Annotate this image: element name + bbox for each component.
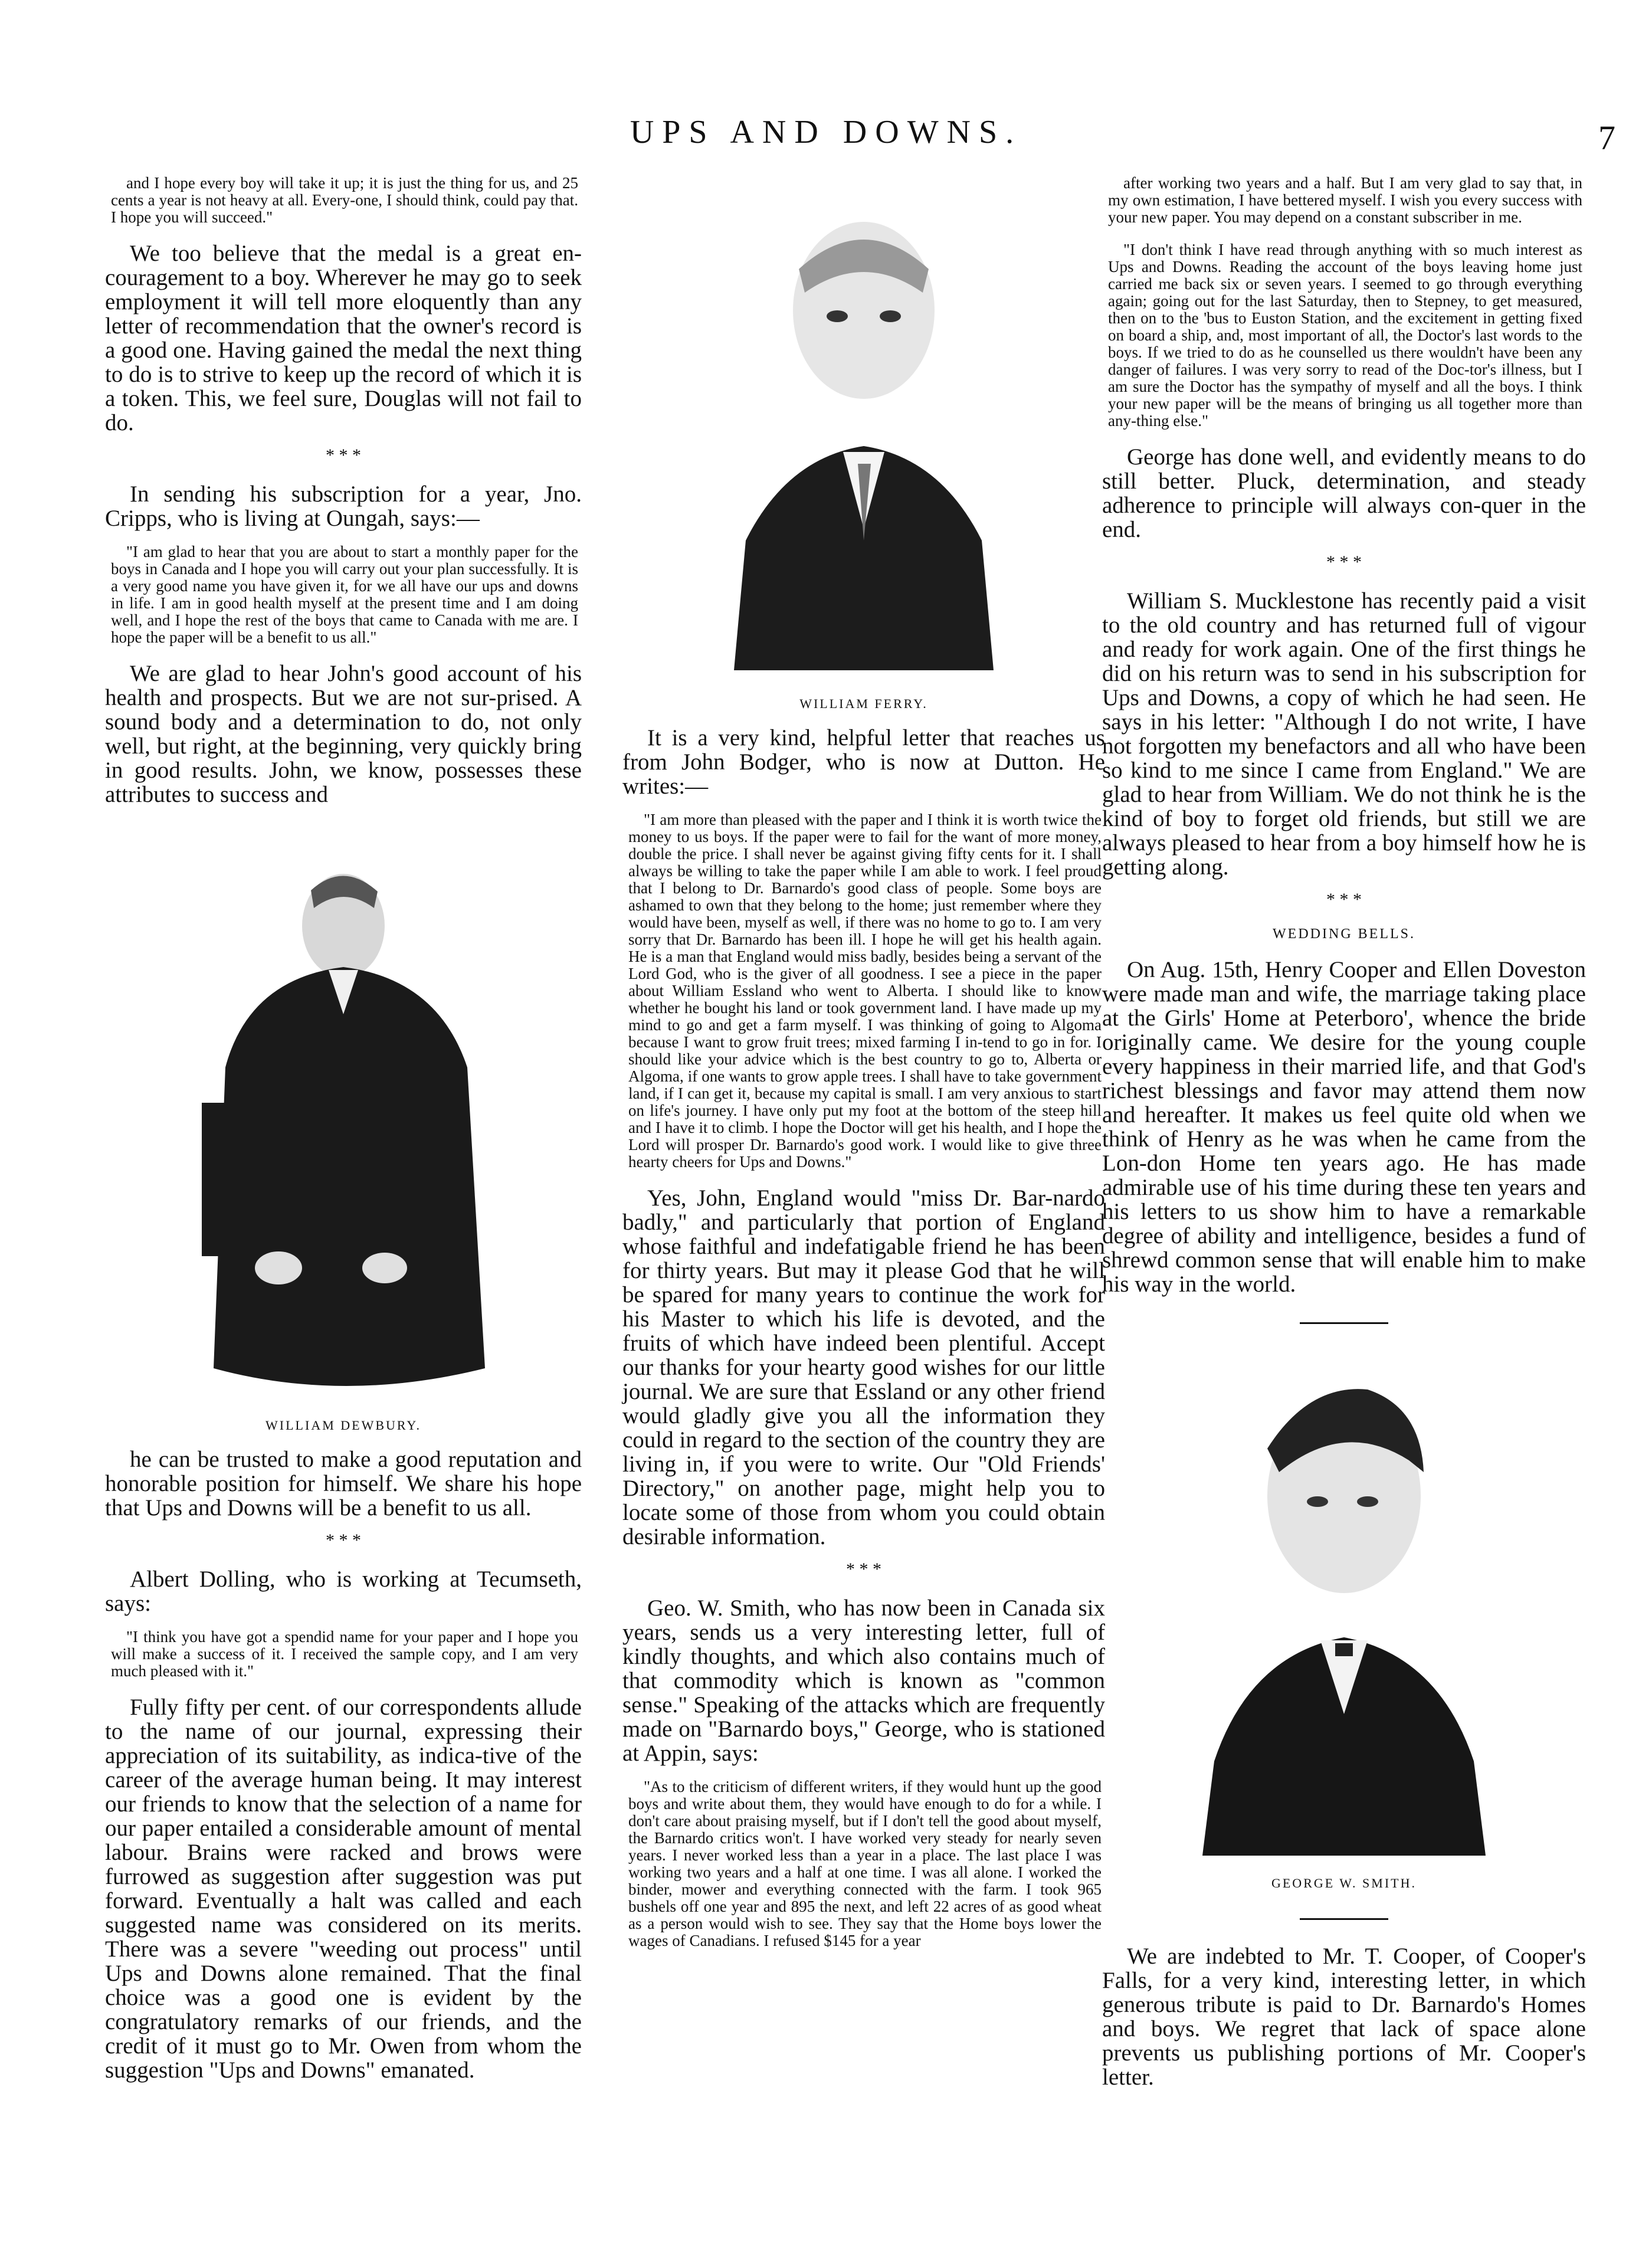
paragraph: Geo. W. Smith, who has now been in Canada six years, sends us a very interesting letter, full of kindly thoughts, and which also contains much of that commodity which is known as "common sense." Speaking of the attacks which are frequently made on "Barnardo boys," George, who is stationed at Appin, says:: [622, 1595, 1105, 1766]
paragraph: On Aug. 15th, Henry Cooper and Ellen Doveston were made man and wife, the marriage taking place at the Girls' Home at Peterboro', whence the bride originally came. We desire for the young couple every happiness in their married life, and that God's richest blessings and favor may attend them now and hereafter. It makes us feel quite old when we think of Henry as he was when he came from the Lon-don Home ten years ago. He has made admirable use of his time during these ten years and his letters to us show him to have a remarkable degree of ability and intelligence, besides a fund of shrewd common sense that will enable him to make his way in the world.: [1102, 957, 1586, 1297]
portrait-photo-william-ferry: [716, 175, 1011, 688]
paragraph: We are glad to hear John's good account of his health and prospects. But we are not sur-prised. A sound body and a determination to do, not only well, but right, at the beginning, very quickly bring in good results. John, we know, possesses these attributes to success and: [105, 661, 582, 807]
letter-quote: "As to the criticism of different writers, if they would hunt up the good boys and write about them, they would have enough to do for a while. I don't care about praising myself, but if I don't tell the good about myself, the Barnardo critics won't. I have worked very steady for nearly seven years. I never worked less than a year in a place. The last place I was working two years and a half at one time. I was all alone. I worked the binder, mower and everything connected with the farm. I took 965 bushels off one year and 895 the next, and left 22 acres of as good wheat as a person would wish to see. They say that the Home boys lower the wages of Canadians. I refused $145 for a year: [628, 1778, 1102, 1949]
portrait-photo-george-w-smith: [1191, 1348, 1497, 1867]
letter-quote: "I don't think I have read through anything with so much interest as Ups and Downs. Reading the account of the boys leaving home just carried me back six or seven years. I seemed to go through everything again; going out for the last Saturday, then to Stepney, to get measured, then on to the 'bus to Euston Station, and the excitement in getting fixed on board a ship, and, most important of all, the Doctor's last words to the boys. If we tried to do as he counselled us there wouldn't have been any danger of failures. I was very sorry to read of the Doc-tor's illness, but I am sure the Doctor has the sympathy of myself and all the boys. I think your new paper will be the means of bringing us all together more than any-thing else.": [1108, 241, 1582, 430]
section-heading-wedding-bells: WEDDING BELLS.: [1273, 926, 1415, 942]
ornamental-rule: [1102, 1905, 1586, 1932]
paragraph: he can be trusted to make a good reputation and honorable position for himself. We share his hope that Ups and Downs will be a benefit to us all.: [105, 1447, 582, 1520]
portrait-photo-william-dewbury: [190, 820, 497, 1410]
column-1: [105, 175, 582, 2095]
paragraph: George has done well, and evidently means to do still better. Pluck, determination, and steady adherence to principle will always con-quer in the end.: [1102, 444, 1586, 542]
paragraph: Yes, John, England would "miss Dr. Bar-nardo badly," and particularly that portion of England whose faithful and indefatigable friend he has been for thirty years. But may it please God that he will be spared for many years to continue the work for his Master to which his life is devoted, and the fruits of which have indeed been plentiful. Accept our thanks for your hearty good wishes for our little journal. We are sure that Essland or any other friend would gladly give you all the information they could in regard to the section of the country they are living in, if you were to write. Our "Old Friends' Directory," on another page, might help you to locate some of those from whom you could obtain desirable information.: [622, 1185, 1105, 1549]
ornamental-rule: [1102, 1309, 1586, 1336]
section-divider-stars: * * *: [326, 445, 361, 465]
paragraph: Albert Dolling, who is working at Tecumseth, says:: [105, 1567, 582, 1616]
paragraph: Fully fifty per cent. of our correspondents allude to the name of our journal, expressing their appreciation of its suitability, as indica-tive of the career of the average human being. It may interest our friends to know that the selection of a name for our paper entailed a considerable amount of mental labour. Brains were racked and brows were furrowed as suggestion after suggestion was put forward. Eventually a halt was called and each suggested name was considered on its merits. There was a severe "weeding out process" until Ups and Downs alone remained. That the final choice was a good one is evident by the congratulatory remarks of our friends, and the credit of it must go to Mr. Owen from whom the suggestion "Ups and Downs" emanated.: [105, 1695, 582, 2083]
photo-caption: WILLIAM FERRY.: [799, 696, 928, 711]
letter-quote: "I am glad to hear that you are about to start a monthly paper for the boys in Canada and I hope you will carry out your plan successfully. It is a very good name you have given it, for we all have our ups and downs in life. I am in good health myself at the present time and I am doing well, and I hope the rest of the boys that came to Canada with me are. I hope the paper will be a benefit to us all.": [111, 543, 578, 646]
section-divider-stars: * * *: [1326, 890, 1362, 909]
paragraph: We are indebted to Mr. T. Cooper, of Cooper's Falls, for a very kind, interesting letter, in which generous tribute is paid to Dr. Barnardo's Homes and boys. We regret that lack of space alone prevents us publishing portions of Mr. Cooper's letter.: [1102, 1944, 1586, 2090]
letter-quote: and I hope every boy will take it up; it is just the thing for us, and 25 cents a year is not heavy at all. Every-one, I should think, could pay that. I hope you will succeed.": [111, 174, 578, 226]
letter-quote: after working two years and a half. But I am very glad to say that, in my own estimation, I have bettered myself. I wish you every success with your new paper. You may depend on a constant subscriber in me.: [1108, 174, 1582, 226]
section-divider-stars: * * *: [1326, 552, 1362, 572]
paragraph: William S. Mucklestone has recently paid a visit to the old country and has returned full of vigour and ready for work again. One of the first things he did on his return was to send in his subscription for Ups and Downs, a copy of which he had seen. He says in his letter: "Although I do not write, I have not forgotten my benefactors and all who have been so kind to me since I came from England." We are glad to hear from William. We do not think he is the kind of boy to forget old friends, but still we are always pleased to hear from a boy himself how he is getting along.: [1102, 588, 1586, 880]
paragraph: It is a very kind, helpful letter that reaches us from John Bodger, who is now at Dutton. He writes:—: [622, 725, 1105, 799]
page-number: 7: [1598, 119, 1615, 157]
section-divider-stars: * * *: [326, 1531, 361, 1550]
paragraph: We too believe that the medal is a great en-couragement to a boy. Wherever he may go to seek employment it will tell more eloquently than any letter of recommendation that the owner's record is a good one. Having gained the medal the next thing to do is to strive to keep up the record of which it is a token. This, we feel sure, Douglas will not fail to do.: [105, 241, 582, 435]
column-2: [622, 175, 1105, 1965]
portrait-figure: [622, 175, 1105, 712]
section-divider-stars: * * *: [846, 1559, 881, 1579]
page-header-title: UPS AND DOWNS.: [630, 114, 1022, 150]
portrait-figure: [105, 820, 582, 1433]
paragraph: In sending his subscription for a year, Jno. Cripps, who is living at Oungah, says:—: [105, 481, 582, 531]
letter-quote: "I am more than pleased with the paper and I think it is worth twice the money to us boys. If the paper were to fail for the want of more money, double the price. I shall never be against giving fifty cents for it. I shall always be willing to take the paper while I am able to work. I feel proud that I belong to Dr. Barnardo's good class of people. Some boys are ashamed to own that they belong to the home; just remember where they would have been, myself as well, if there was no home to go to. I am very sorry that Dr. Barnardo has been ill. I hope he will get his health again. He is a man that England would miss badly, besides being a servant of the Lord God, who is the giver of all goodness. I see a piece in the paper about William Essland who went to Alberta. I should like to know whether he bought his land or took government land. I have made up my mind to go and get a farm myself. I was thinking of going to Algoma because I want to grow fruit trees; mixed farming I in-tend to go in for. I should like your advice which is the best country to go to, Alberta or Algoma, if one wants to grow apple trees. I shall have to take government land, if I can get it, because my capital is small. I am very anxious to start on life's journey. I have only put my foot at the bottom of the steep hill and I have it to climb. I hope the Doctor will get his health, and I hope the Lord will prosper Dr. Barnardo's good work. I would like to give three hearty cheers for Ups and Downs.": [628, 811, 1102, 1171]
column-3: [1102, 175, 1586, 2102]
letter-quote: "I think you have got a spendid name for your paper and I hope you will make a success of it. I received the sample copy, and I am very much pleased with it.": [111, 1628, 578, 1680]
photo-caption: WILLIAM DEWBURY.: [266, 1418, 421, 1433]
portrait-figure: [1102, 1348, 1586, 1891]
photo-caption: GEORGE W. SMITH.: [1271, 1876, 1417, 1890]
